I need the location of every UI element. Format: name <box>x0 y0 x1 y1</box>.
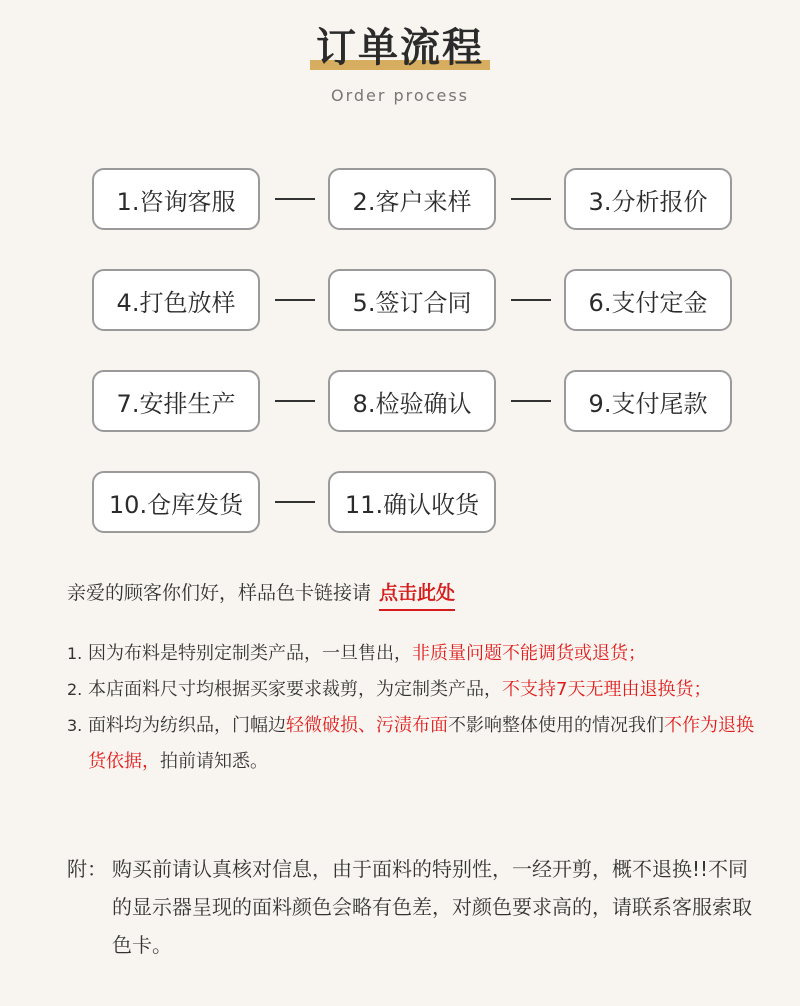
step-box: 10.仓库发货 <box>92 471 260 533</box>
step-connector <box>511 400 551 402</box>
rule-item <box>67 636 767 672</box>
rule-text: 因为布料是特别定制类产品，一旦售出， <box>88 643 412 664</box>
rule-text: 不影响整体使用的情况我们 <box>448 715 664 736</box>
appendix-label: 附： <box>67 857 107 881</box>
rule-text: 面料均为纺织品，门幅边 <box>88 715 286 736</box>
page-title-text: 订单流程 <box>316 25 484 71</box>
page-title <box>310 22 490 74</box>
page-subtitle: Order process <box>330 86 470 105</box>
step-box: 4.打色放样 <box>92 269 260 331</box>
rule-warning: 不作为退换货依据， <box>88 715 754 772</box>
notice-text: 亲爱的顾客你们好，样品色卡链接请 <box>67 582 372 604</box>
step-connector <box>511 198 551 200</box>
rule-text: 拍前请知悉。 <box>160 751 268 772</box>
step-box: 1.咨询客服 <box>92 168 260 230</box>
rule-number: 3. <box>67 716 83 735</box>
rule-warning: 不支持7天无理由退换货； <box>502 679 712 700</box>
rule-number: 2. <box>67 680 83 699</box>
step-box: 8.检验确认 <box>328 370 496 432</box>
click-here-link[interactable]: 点击此处 <box>379 578 455 611</box>
rule-item <box>67 672 767 708</box>
rules-list <box>67 636 767 780</box>
rule-number: 1. <box>67 644 83 663</box>
step-connector <box>275 299 315 301</box>
step-connector <box>511 299 551 301</box>
appendix-text: 购买前请认真核对信息，由于面料的特别性，一经开剪，概不退换!!不同的显示器呈现的面料颜色会略有色差，对颜色要求高的，请联系客服索取色卡。 <box>112 857 752 957</box>
step-connector <box>275 198 315 200</box>
step-connector <box>275 501 315 503</box>
step-box: 5.签订合同 <box>328 269 496 331</box>
rule-warning: 非质量问题不能调货或退货； <box>412 643 646 664</box>
appendix-note <box>67 850 757 964</box>
step-box: 2.客户来样 <box>328 168 496 230</box>
rule-warning: 轻微破损、污渍布面 <box>286 715 448 736</box>
rule-text: 本店面料尺寸均根据买家要求裁剪，为定制类产品， <box>88 679 502 700</box>
sample-card-notice <box>67 578 455 611</box>
step-box: 9.支付尾款 <box>564 370 732 432</box>
step-box: 7.安排生产 <box>92 370 260 432</box>
step-box: 3.分析报价 <box>564 168 732 230</box>
step-box: 11.确认收货 <box>328 471 496 533</box>
step-connector <box>275 400 315 402</box>
title-section <box>0 22 800 74</box>
step-box: 6.支付定金 <box>564 269 732 331</box>
rule-item <box>67 708 767 780</box>
